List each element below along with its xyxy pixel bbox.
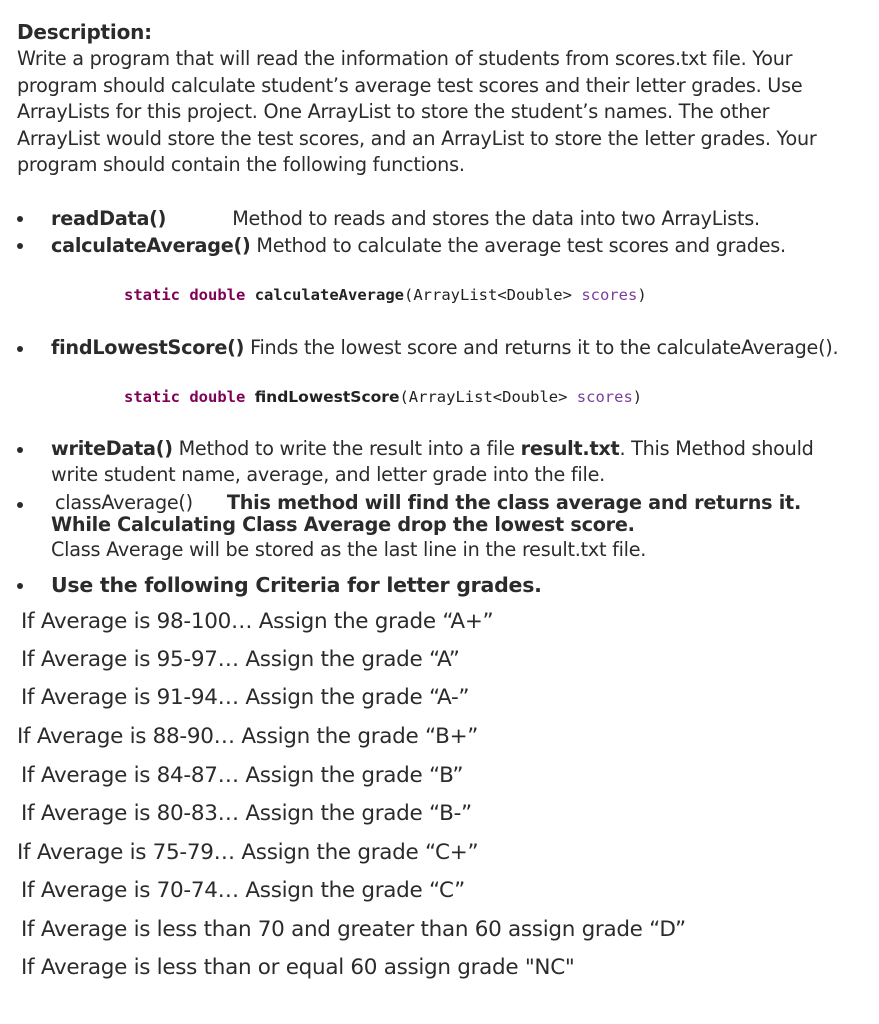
- grade-rule: If Average is 84-87… Assign the grade “B”: [21, 763, 464, 788]
- description-line: program should contain the following functions.: [17, 153, 465, 176]
- class-average-line2: While Calculating Class Average drop the lowest score.: [51, 513, 635, 536]
- grade-rule: If Average is less than 70 and greater than 60 assign grade “D”: [21, 917, 686, 942]
- bullet-dot-icon: [17, 243, 23, 249]
- write-data-file: result.txt: [520, 437, 620, 460]
- code-keyword: double: [189, 388, 246, 406]
- criteria-heading: Use the following Criteria for letter grades.: [51, 573, 542, 597]
- grade-rule: If Average is 91-94… Assign the grade “A-”: [21, 685, 470, 710]
- bullet-dot-icon: [17, 216, 23, 222]
- grade-rule: If Average is less than or equal 60 assign grade "NC": [21, 955, 575, 980]
- code-keyword: static: [124, 286, 180, 304]
- bullet-dot-icon: [17, 583, 23, 589]
- class-average-line3: Class Average will be stored as the last line in the result.txt file.: [51, 538, 647, 561]
- code-keyword: static: [124, 388, 180, 406]
- code-function-name: calculateAverage: [254, 286, 404, 304]
- description-paragraph: [17, 46, 867, 179]
- read-data-desc: Method to reads and stores the data into two ArrayLists.: [232, 207, 760, 230]
- code-args-close: ): [632, 388, 643, 406]
- grade-rule: If Average is 98-100… Assign the grade “A+”: [21, 609, 494, 634]
- grade-rule: If Average is 88-90… Assign the grade “B+”: [17, 724, 479, 749]
- grade-rule: If Average is 70-74… Assign the grade “C”: [21, 878, 465, 903]
- description-line: program should calculate student’s average test scores and their letter grades. Use: [17, 73, 803, 97]
- code-args: (ArrayList<Double>: [399, 388, 577, 406]
- code-args: (ArrayList<Double>: [404, 286, 582, 304]
- calculate-average-desc: Method to calculate the average test scores and grades.: [256, 234, 786, 257]
- write-data-line2: write student name, average, and letter grade into the file.: [51, 463, 605, 486]
- calculate-average-name: calculateAverage(): [51, 234, 251, 257]
- bullet-dot-icon: [17, 346, 23, 352]
- code-args-close: ): [637, 286, 647, 304]
- read-data-name: readData(): [51, 207, 167, 230]
- bullet-dot-icon: [17, 447, 23, 453]
- class-average-desc: This method will find the class average and returns it.: [226, 491, 801, 514]
- description-heading: Description:: [17, 20, 152, 44]
- grade-rule: If Average is 95-97… Assign the grade “A”: [21, 647, 460, 672]
- write-data-desc-post: . This Method should: [619, 437, 814, 460]
- description-line: ArrayLists for this project. One ArrayList to store the student’s names. The other: [17, 100, 770, 123]
- write-data-name: writeData(): [51, 437, 173, 460]
- code-keyword: double: [189, 286, 246, 304]
- grade-rule: If Average is 80-83… Assign the grade “B-”: [21, 801, 472, 826]
- code-param: scores: [576, 388, 633, 406]
- description-line: Write a program that will read the information of students from scores.txt file. Your: [17, 47, 793, 70]
- class-average-name: classAverage(): [55, 491, 193, 514]
- code-function-name: findLowestScore: [254, 388, 400, 406]
- find-lowest-signature: [124, 388, 642, 406]
- write-data-desc-pre: Method to write the result into a file: [178, 437, 521, 460]
- description-line: ArrayList would store the test scores, and an ArrayList to store the letter grades. Your: [17, 126, 817, 150]
- calculate-average-signature: [124, 286, 647, 304]
- find-lowest-desc: Finds the lowest score and returns it to the calculateAverage().: [250, 336, 839, 359]
- find-lowest-name: findLowestScore(): [51, 336, 245, 359]
- grade-rule: If Average is 75-79… Assign the grade “C+”: [17, 840, 479, 865]
- code-param: scores: [581, 286, 638, 304]
- bullet-dot-icon: [17, 502, 23, 508]
